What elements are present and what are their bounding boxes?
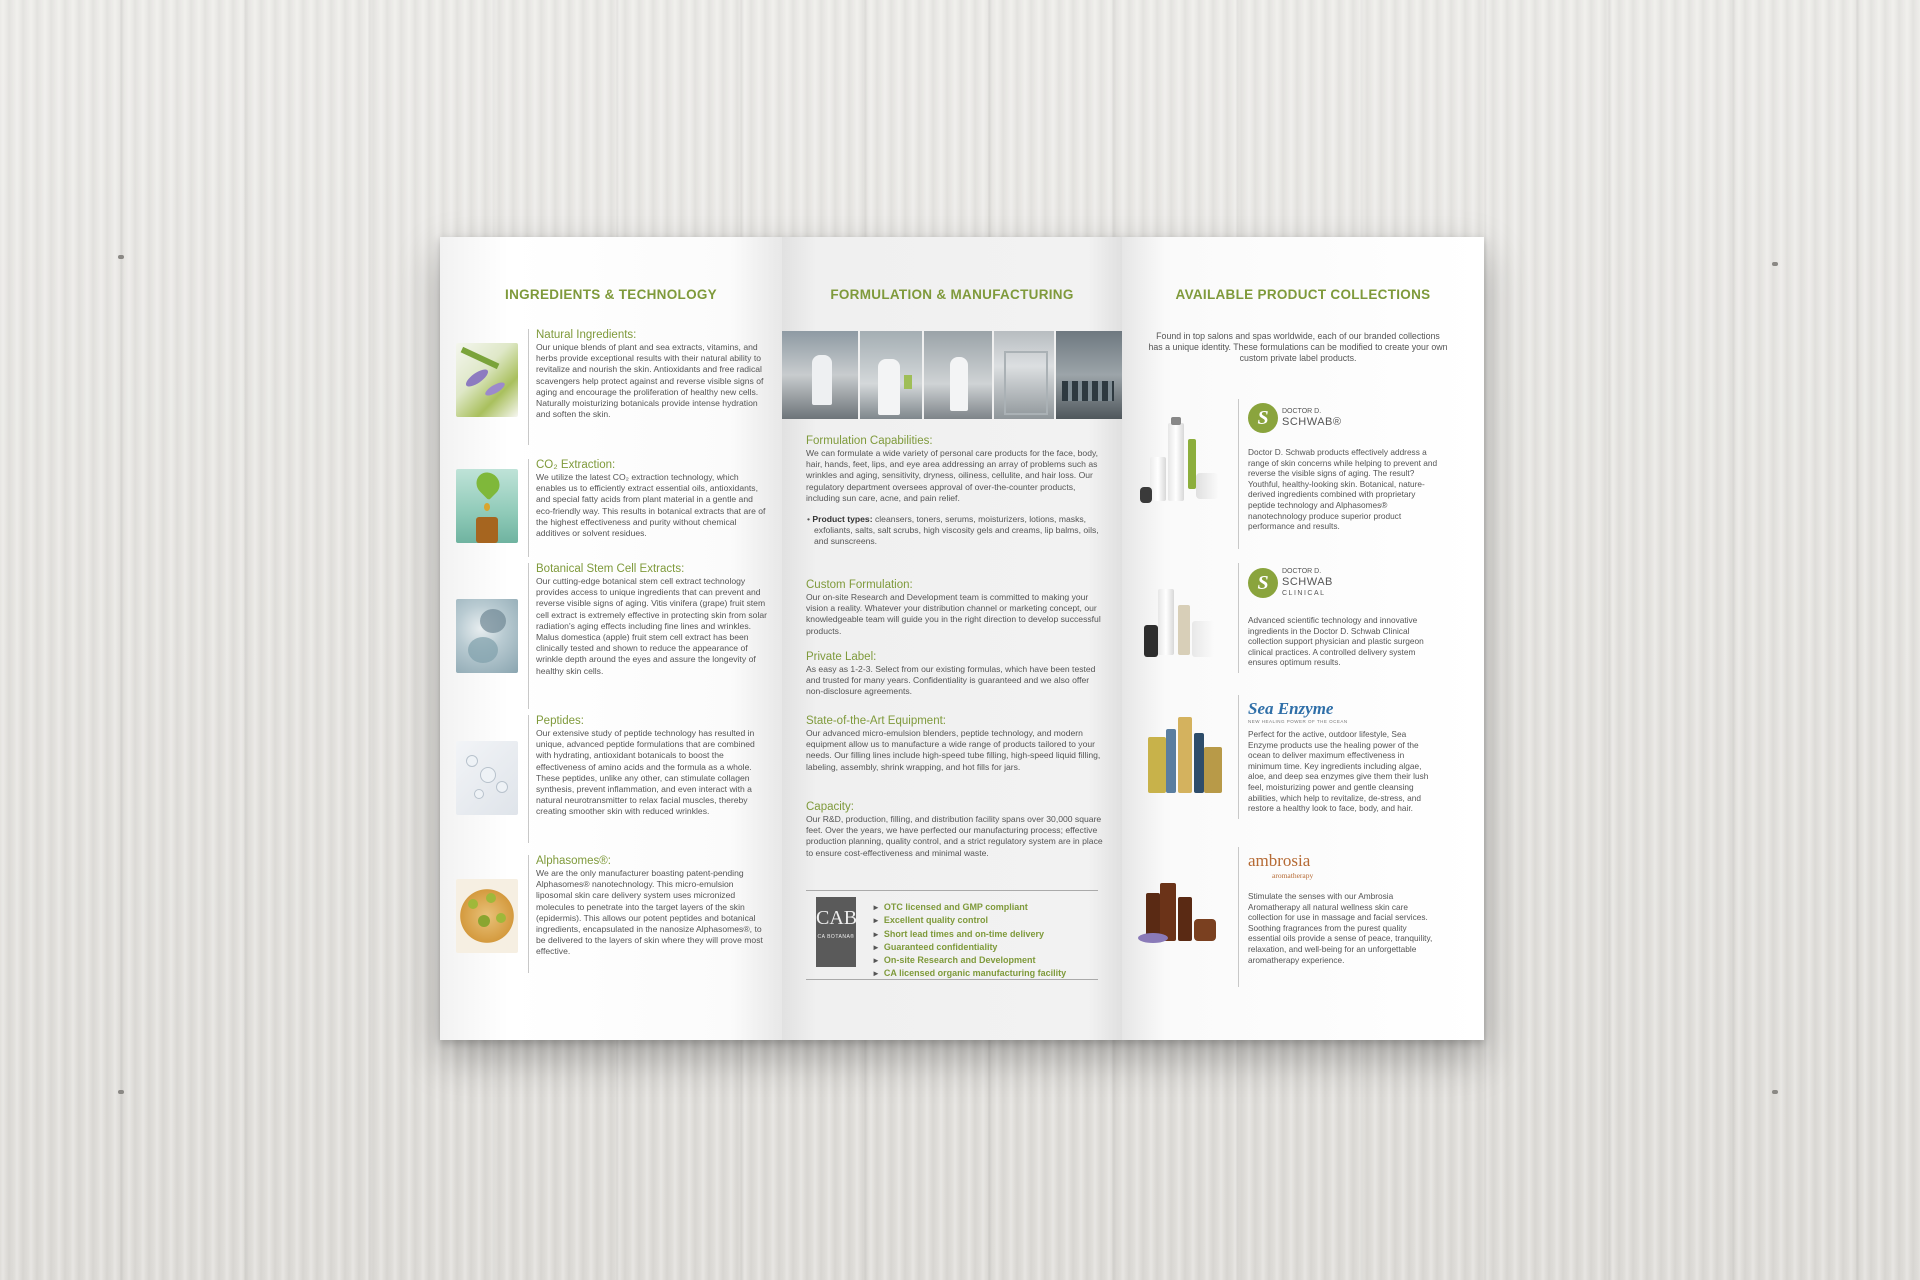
panel-collections xyxy=(1122,237,1484,1040)
ingredient-title: Peptides: xyxy=(536,715,584,727)
arrow-icon: ► xyxy=(872,916,880,926)
lab-photo xyxy=(860,331,924,419)
peptide-drops-image xyxy=(456,741,518,815)
ingredient-body: We utilize the latest CO₂ extraction technology, which enables us to efficiently extract essential oils, antioxidants, and special fatty acids from plant material in a gentle and eco-friendly way. This results in botanical extracts that are of the highest effectiveness and purity without chemical additives or solvent residues. xyxy=(536,472,766,539)
ingredient-title: Natural Ingredients: xyxy=(536,329,637,341)
schwab-s-icon: S xyxy=(1248,568,1278,598)
lab-photo-strip xyxy=(782,331,1122,419)
collection-item xyxy=(1138,399,1478,549)
wall-nail xyxy=(1772,262,1778,266)
panel-heading: AVAILABLE PRODUCT COLLECTIONS xyxy=(1175,287,1431,302)
product-group-image xyxy=(1138,883,1224,953)
product-types-bullet: • Product types: cleansers, toners, serums, moisturizers, lotions, masks, exfoliants, salts, salt scrubs, high viscosity gels and creams, lip balms, oils, and sunscreens. xyxy=(807,514,1099,547)
collections-intro: Found in top salons and spas worldwide, each of our branded collections has a unique identity. These formulations can be modified to create your own custom private label products. xyxy=(1148,331,1448,364)
lab-photo xyxy=(924,331,994,419)
ca-botana-logo xyxy=(816,897,856,967)
vertical-rule xyxy=(1238,399,1239,549)
collection-description: Perfect for the active, outdoor lifestyle, Sea Enzyme products use the healing power of the ocean to deliver maximum effectiveness in minimum time. Key ingredients including algae, aloe, and deep sea enzymes give them their lush feel, moisturizing power and gentle cleansing abilities, which help to revitalize, de-stress, and restore a healthy look to face, body, and hair. xyxy=(1248,729,1429,814)
alphasome-image xyxy=(456,879,518,953)
wall-nail xyxy=(118,1090,124,1094)
checklist-item: ► Excellent quality control xyxy=(872,915,988,926)
ingredient-item xyxy=(456,855,776,975)
formulation-section xyxy=(806,435,1106,548)
collection-description: Advanced scientific technology and innovative ingredients in the Doctor D. Schwab Clinical collection support physician and plastic surgeon clinical practices. A controlled delivery system ensures optimum results. xyxy=(1248,615,1424,668)
collection-description: Doctor D. Schwab products effectively address a range of skin concerns while helping to prevent and reverse the visible signs of aging. The result? Youthful, healthy-looking skin. Botanical, nature-derived ingredients combined with proprietary peptide technology and Alphasomes® nanotechnology produce superior product performance and results. xyxy=(1248,447,1438,532)
collection-description: Stimulate the senses with our Ambrosia Aromatherapy all natural wellness skin care collection for use in massage and facial services. Soothing fragrances from the purest quality essential oils provide a sense of peace, tranquility, relaxation, and well-being for an unforgettable aromatherapy experience. xyxy=(1248,891,1433,965)
formulation-section xyxy=(806,801,1106,859)
product-group-image xyxy=(1138,581,1224,661)
checklist-item: ► On-site Research and Development xyxy=(872,955,1036,966)
section-body: Our advanced micro-emulsion blenders, peptide technology, and modern equipment allow us to manufacture a wide range of products tailored to your needs. Our filling lines include high-speed tube filling, high-speed liquid filling, labeling, assembly, shrink wrapping, and hot fills for jars. xyxy=(806,728,1101,772)
ingredient-title: Botanical Stem Cell Extracts: xyxy=(536,563,685,575)
sea-enzyme-logo: Sea Enzyme NEW HEALING POWER OF THE OCEAN xyxy=(1248,699,1348,724)
logo-monogram: CAB xyxy=(816,907,858,929)
vertical-rule xyxy=(528,459,529,557)
doctor-schwab-clinical-logo: S DOCTOR D. SCHWAB CLINICAL xyxy=(1248,567,1333,599)
section-title: Capacity: xyxy=(806,801,854,813)
checklist-item: ► Short lead times and on-time delivery xyxy=(872,928,1044,939)
vertical-rule xyxy=(1238,695,1239,819)
ingredient-item xyxy=(456,329,776,449)
wall-nail xyxy=(1772,1090,1778,1094)
ingredient-title: Alphasomes®: xyxy=(536,855,611,867)
panel-heading: INGREDIENTS & TECHNOLOGY xyxy=(505,287,717,302)
ingredient-title: CO₂ Extraction: xyxy=(536,459,616,471)
formulation-section xyxy=(806,715,1106,773)
panel-ingredients xyxy=(440,237,782,1040)
stem-cell-image xyxy=(456,599,518,673)
collection-item xyxy=(1138,563,1478,675)
section-title: Formulation Capabilities: xyxy=(806,435,933,447)
collection-item xyxy=(1138,695,1478,819)
section-body: Our on-site Research and Development team is committed to making your vision a reality. Whatever your distribution channel or marketing concept, our knowledgeable team will guide you in the right direction to develop successful products. xyxy=(806,592,1101,636)
arrow-icon: ► xyxy=(872,929,880,939)
ingredient-item xyxy=(456,715,776,845)
product-group-image xyxy=(1138,707,1224,797)
dropper-image xyxy=(456,469,518,543)
product-types-label: Product types: xyxy=(812,514,873,525)
checklist-item: ► Guaranteed confidentiality xyxy=(872,941,998,952)
ingredient-body: Our unique blends of plant and sea extracts, vitamins, and herbs provide exceptional results with their natural ability to revitalize and nourish the skin. Antioxidants and free radical scavengers help protect against and reverse visible signs of aging and encourage the proliferation of healthy new cells. Naturally moisturizing botanicals provide intense hydration and soften the skin. xyxy=(536,342,764,420)
vertical-rule xyxy=(528,715,529,843)
product-group-image xyxy=(1138,417,1224,511)
lab-photo xyxy=(1056,331,1122,419)
arrow-icon: ► xyxy=(872,969,880,979)
vertical-rule xyxy=(1238,847,1239,987)
arrow-icon: ► xyxy=(872,903,880,912)
section-divider xyxy=(806,890,1098,891)
capability-checklist xyxy=(872,901,1066,981)
ambrosia-logo: ambrosia aromatherapy xyxy=(1248,851,1314,880)
ingredient-body: We are the only manufacturer boasting patent-pending Alphasomes® nanotechnology. This micro-emulsion liposomal skin care delivery system uses micronized molecules to penetrate into the target layers of the skin (epidermis). This allows our potent peptides and botanical ingredients, encapsulated in the nanosize Alphasomes®, to be delivered to the layers of skin where they will prove most effective. xyxy=(536,868,763,957)
arrow-icon: ► xyxy=(872,942,880,952)
section-divider xyxy=(806,979,1098,980)
checklist-item: ► OTC licensed and GMP compliant xyxy=(872,902,1028,912)
panel-formulation xyxy=(782,237,1122,1040)
section-title: Custom Formulation: xyxy=(806,579,913,591)
section-body: As easy as 1-2-3. Select from our existing formulas, which have been tested and trusted for many years. Confidentiality is guaranteed and we also offer non-disclosure agreements. xyxy=(806,664,1096,697)
lab-photo xyxy=(782,331,860,419)
ingredient-body: Our cutting-edge botanical stem cell extract technology provides access to unique ingredients that can prevent and reverse visible signs of aging. Vitis vinifera (grape) fruit stem cell extract is extremely effective in protecting skin from solar radiation's aging effects including fine lines and wrinkles. Malus domestica (apple) fruit stem cell extract has been clinically tested and shown to reduce the appearance of wrinkle depth around the eyes and assure the longevity of healthy skin cells. xyxy=(536,576,768,676)
formulation-section xyxy=(806,651,1106,698)
vertical-rule xyxy=(1238,563,1239,673)
trifold-brochure xyxy=(440,237,1484,1040)
section-title: State-of-the-Art Equipment: xyxy=(806,715,946,727)
vertical-rule xyxy=(528,855,529,973)
vertical-rule xyxy=(528,329,529,445)
section-body: We can formulate a wide variety of personal care products for the face, body, hair, hands, feet, lips, and eye area addressing an array of problems such as wrinkles and aging, sensitivity, dryness, oiliness, cellulite, and hair loss. Our regulatory department oversees approval of over-the-counter products, including sun care, acne, and pain relief. xyxy=(806,448,1099,503)
doctor-schwab-logo: S DOCTOR D. SCHWAB® xyxy=(1248,403,1341,433)
collection-item xyxy=(1138,847,1478,987)
product-types-text: cleansers, toners, serums, moisturizers, lotions, masks, exfoliants, salts, salt scrubs, high viscosity gels and creams, lip balms, oils, and sunscreens. xyxy=(814,514,1099,547)
section-body: Our R&D, production, filling, and distribution facility spans over 30,000 square feet. Over the years, we have perfected our manufacturing process; effective production planning, quality control, and a strict regulatory system are in place to ensure cost-effectiveness and minimal waste. xyxy=(806,814,1103,858)
lab-photo xyxy=(994,331,1056,419)
section-title: Private Label: xyxy=(806,651,877,663)
ingredient-body: Our extensive study of peptide technology has resulted in unique, advanced peptide formulations that are combined with hydrating, antioxidant botanicals to boost the effectiveness of amino acids and the formula as a whole. These peptides, unlike any other, can stimulate collagen synthesis, prevent inflammation, and even interact with a natural neurotransmitter to relax facial muscles, thereby creating smoother skin with reduced wrinkles. xyxy=(536,728,755,817)
formulation-section xyxy=(806,579,1106,637)
ingredient-item xyxy=(456,563,776,709)
lavender-image xyxy=(456,343,518,417)
schwab-s-icon: S xyxy=(1248,403,1278,433)
arrow-icon: ► xyxy=(872,956,880,966)
panel-heading: FORMULATION & MANUFACTURING xyxy=(830,287,1074,302)
checklist-item: ► CA licensed organic manufacturing facility xyxy=(872,968,1067,979)
logo-name: CA BOTANA® xyxy=(817,934,855,940)
vertical-rule xyxy=(528,563,529,709)
ingredient-item xyxy=(456,459,776,559)
wall-nail xyxy=(118,255,124,259)
